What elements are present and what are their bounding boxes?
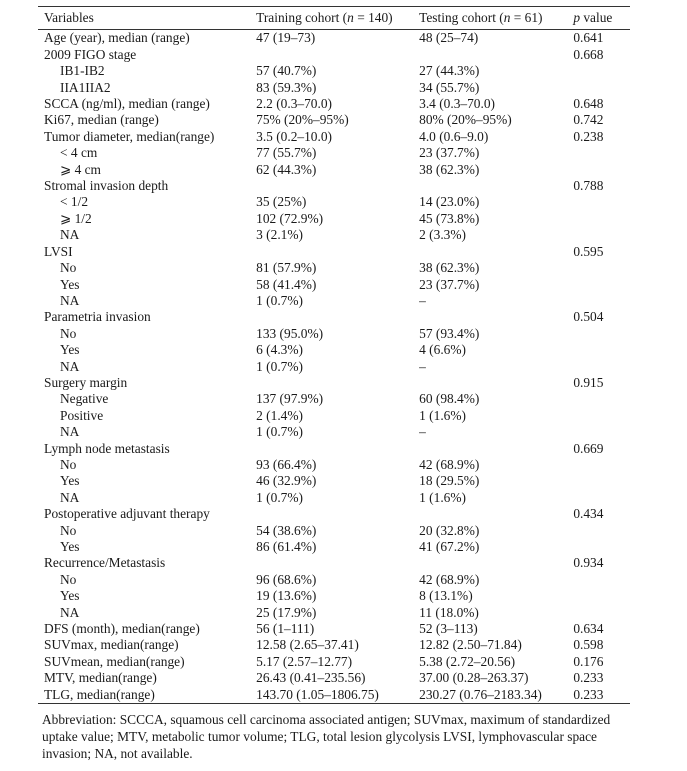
- testing-value: 23 (37.7%): [419, 145, 480, 161]
- training-value: [256, 178, 419, 194]
- p-value: 0.742: [573, 112, 604, 128]
- training-value: 2 (1.4%): [256, 407, 303, 423]
- training-value: 6 (4.3%): [256, 342, 303, 358]
- training-value: 54 (38.6%): [256, 522, 317, 538]
- row-label: NA: [60, 358, 80, 374]
- row-label: No: [60, 325, 77, 341]
- p-value: [573, 326, 630, 342]
- row-label: ⩾ 4 cm: [60, 161, 101, 177]
- testing-value: 34 (55.7%): [419, 79, 480, 95]
- table-row: [38, 424, 630, 440]
- training-value: 77 (55.7%): [256, 145, 317, 161]
- testing-value: –: [419, 358, 426, 374]
- p-value: 0.238: [573, 128, 604, 144]
- p-value: 0.641: [573, 30, 604, 46]
- row-label: < 1/2: [60, 194, 89, 210]
- testing-value: 11 (18.0%): [419, 604, 479, 620]
- p-value: [573, 211, 630, 227]
- table-row: [38, 441, 630, 457]
- p-value: 0.598: [573, 637, 604, 653]
- testing-value: 42 (68.9%): [419, 456, 480, 472]
- row-label: Positive: [60, 407, 104, 423]
- table-row: [38, 457, 630, 473]
- header-variables: Variables: [44, 10, 94, 25]
- training-value: 1 (0.7%): [256, 358, 303, 374]
- table-row: [38, 572, 630, 588]
- row-label: IIA1IIA2: [60, 79, 111, 95]
- table-row: [38, 490, 630, 506]
- table-row: [38, 277, 630, 293]
- training-value: 102 (72.9%): [256, 210, 324, 226]
- testing-value: 2 (3.3%): [419, 227, 466, 243]
- testing-value: 41 (67.2%): [419, 539, 480, 554]
- row-label: No: [60, 522, 77, 538]
- testing-value: 3.4 (0.3–70.0): [419, 96, 495, 112]
- training-value: 25 (17.9%): [256, 604, 317, 620]
- p-value: [573, 194, 630, 210]
- p-value: 0.434: [573, 506, 604, 522]
- training-value: [256, 47, 419, 63]
- training-value: 96 (68.6%): [256, 571, 317, 587]
- testing-value: 23 (37.7%): [419, 276, 480, 292]
- testing-value: –: [419, 424, 426, 440]
- table-row: [38, 375, 630, 391]
- row-label: No: [60, 260, 77, 276]
- testing-value: –: [419, 292, 426, 308]
- testing-value: 52 (3–113): [419, 621, 478, 637]
- row-label: ⩾ 1/2: [60, 210, 92, 226]
- training-value: 81 (57.9%): [256, 260, 317, 276]
- testing-value: [419, 441, 573, 457]
- table-row: [38, 47, 630, 63]
- training-value: 26.43 (0.41–235.56): [256, 670, 366, 686]
- testing-value: 42 (68.9%): [419, 571, 480, 587]
- table-row: [38, 293, 630, 309]
- row-label: DFS (month), median(range): [44, 621, 200, 637]
- table-row: [38, 96, 630, 112]
- table-row: [38, 194, 630, 210]
- training-value: 86 (61.4%): [256, 539, 317, 554]
- p-value: [573, 588, 630, 604]
- row-label: No: [60, 456, 77, 472]
- row-label: NA: [60, 604, 80, 620]
- cohort-characteristics-table: [38, 6, 630, 704]
- p-value: 0.934: [573, 555, 604, 571]
- table-row: [38, 523, 630, 539]
- row-label: Yes: [60, 342, 80, 358]
- p-value: 0.788: [573, 178, 604, 194]
- table-row: [38, 408, 630, 424]
- testing-value: 57 (93.4%): [419, 325, 480, 341]
- p-value: 0.233: [573, 670, 604, 686]
- testing-value: 37.00 (0.28–263.37): [419, 670, 529, 686]
- row-label: Ki67, median (range): [44, 112, 159, 128]
- training-value: 3.5 (0.2–10.0): [256, 128, 332, 144]
- p-value: [573, 162, 630, 178]
- table-row: [38, 80, 630, 96]
- p-value: [573, 391, 630, 407]
- p-value: 0.176: [573, 653, 604, 669]
- p-value: 0.669: [573, 440, 604, 456]
- row-label: < 4 cm: [60, 145, 98, 161]
- p-value: [573, 490, 630, 506]
- p-value: [573, 359, 630, 375]
- row-label: LVSI: [44, 243, 73, 259]
- p-value: [573, 277, 630, 293]
- testing-value: 38 (62.3%): [419, 260, 480, 276]
- p-value: [573, 424, 630, 440]
- training-value: 1 (0.7%): [256, 489, 303, 505]
- training-value: 57 (40.7%): [256, 63, 317, 79]
- header-testing-cohort: Testing cohort (n = 61): [419, 10, 543, 25]
- training-value: [256, 309, 419, 325]
- training-value: 62 (44.3%): [256, 161, 317, 177]
- table-footnote: Abbreviation: SCCCA, squamous cell carcinoma associated antigen; SUVmax, maximum of standardized uptake value; MTV, metabolic tumor volume; TLG, total lesion glycolysis LVSI, lymphovascular space invasion; NA, not available.: [42, 712, 611, 762]
- testing-value: 27 (44.3%): [419, 63, 480, 79]
- table-row: [38, 588, 630, 604]
- row-label: Yes: [60, 473, 80, 489]
- testing-value: [419, 47, 573, 63]
- testing-value: 18 (29.5%): [419, 473, 480, 489]
- p-value: 0.634: [573, 621, 604, 637]
- table-row: [38, 670, 630, 686]
- training-value: 75% (20%–95%): [256, 112, 349, 128]
- training-value: 1 (0.7%): [256, 292, 303, 308]
- training-value: 19 (13.6%): [256, 588, 317, 604]
- table-row: [38, 112, 630, 128]
- row-label: Surgery margin: [44, 374, 128, 390]
- table-row: [38, 637, 630, 653]
- table-row: [38, 391, 630, 407]
- training-value: 83 (59.3%): [256, 79, 317, 95]
- row-label: Parametria invasion: [44, 309, 151, 325]
- training-value: 47 (19–73): [256, 30, 316, 46]
- table-row: [38, 359, 630, 375]
- table-row: [38, 309, 630, 325]
- p-value: [573, 80, 630, 96]
- p-value: 0.668: [573, 46, 604, 62]
- training-value: 12.58 (2.65–37.41): [256, 637, 359, 653]
- training-value: 58 (41.4%): [256, 276, 317, 292]
- table-row: [38, 162, 630, 178]
- row-label: IB1-IB2: [60, 63, 105, 79]
- row-label: Tumor diameter, median(range): [44, 128, 215, 144]
- p-value: 0.504: [573, 309, 604, 325]
- testing-value: 5.38 (2.72–20.56): [419, 653, 516, 669]
- testing-value: 4.0 (0.6–9.0): [419, 128, 489, 144]
- row-label: Age (year), median (range): [44, 30, 190, 46]
- table-body: [38, 30, 630, 704]
- testing-value: [419, 375, 573, 391]
- table-row: [38, 227, 630, 243]
- training-value: 56 (1–111): [256, 621, 315, 637]
- training-value: [256, 555, 419, 571]
- row-label: Yes: [60, 588, 80, 604]
- p-value: [573, 293, 630, 309]
- training-value: 137 (97.9%): [256, 391, 324, 407]
- table-row: [38, 605, 630, 621]
- table-row: [38, 687, 630, 704]
- row-label: Negative: [60, 391, 109, 407]
- testing-value: [419, 309, 573, 325]
- row-label: Recurrence/Metastasis: [44, 555, 166, 571]
- row-label: TLG, median(range): [44, 686, 155, 702]
- training-value: 143.70 (1.05–1806.75): [256, 686, 379, 702]
- training-value: 35 (25%): [256, 194, 307, 210]
- table-row: [38, 211, 630, 227]
- testing-value: 38 (62.3%): [419, 161, 480, 177]
- table-row: [38, 30, 630, 47]
- testing-value: 60 (98.4%): [419, 391, 480, 407]
- testing-value: [419, 244, 573, 260]
- p-value: 0.595: [573, 243, 604, 259]
- p-value: 0.915: [573, 374, 604, 390]
- row-label: MTV, median(range): [44, 670, 157, 686]
- row-label: NA: [60, 292, 80, 308]
- table-row: [38, 63, 630, 79]
- testing-value: 45 (73.8%): [419, 210, 480, 226]
- p-value: [573, 342, 630, 358]
- table-row: [38, 178, 630, 194]
- row-label: No: [60, 571, 77, 587]
- table-row: [38, 244, 630, 260]
- table-row: [38, 506, 630, 522]
- row-label: NA: [60, 424, 80, 440]
- testing-value: 14 (23.0%): [419, 194, 480, 210]
- testing-value: 230.27 (0.76–2183.34): [419, 686, 542, 702]
- p-value: 0.648: [573, 96, 604, 112]
- testing-value: [419, 178, 573, 194]
- row-label: Yes: [60, 276, 80, 292]
- testing-value: 8 (13.1%): [419, 588, 473, 604]
- row-label: NA: [60, 489, 80, 505]
- row-label: SUVmean, median(range): [44, 653, 185, 669]
- training-value: 133 (95.0%): [256, 325, 324, 341]
- training-value: [256, 441, 419, 457]
- training-value: 3 (2.1%): [256, 227, 303, 243]
- training-value: 5.17 (2.57–12.77): [256, 653, 353, 669]
- row-label: Postoperative adjuvant therapy: [44, 506, 210, 522]
- testing-value: 1 (1.6%): [419, 407, 466, 423]
- table-row: [38, 654, 630, 670]
- table-row: [38, 473, 630, 489]
- header-p-value: p value: [573, 10, 613, 25]
- p-value: [573, 605, 630, 621]
- table-row: [38, 342, 630, 358]
- testing-value: 20 (32.8%): [419, 522, 480, 538]
- training-value: [256, 506, 419, 522]
- row-label: Yes: [60, 539, 80, 554]
- row-label: SCCA (ng/ml), median (range): [44, 96, 210, 112]
- header-training-cohort: Training cohort (n = 140): [256, 10, 393, 25]
- training-value: 93 (66.4%): [256, 456, 317, 472]
- row-label: Stromal invasion depth: [44, 178, 169, 194]
- p-value: [573, 145, 630, 161]
- table-row: [38, 555, 630, 571]
- p-value: [573, 539, 630, 555]
- table-row: [38, 326, 630, 342]
- testing-value: 1 (1.6%): [419, 489, 466, 505]
- row-label: SUVmax, median(range): [44, 637, 179, 653]
- p-value: [573, 408, 630, 424]
- p-value: [573, 457, 630, 473]
- p-value: [573, 572, 630, 588]
- testing-value: 80% (20%–95%): [419, 112, 512, 128]
- p-value: [573, 473, 630, 489]
- table-row: [38, 621, 630, 637]
- table-header: [38, 7, 630, 30]
- training-value: [256, 375, 419, 391]
- p-value: [573, 523, 630, 539]
- row-label: 2009 FIGO stage: [44, 46, 137, 62]
- table-row: [38, 145, 630, 161]
- header-row: [38, 7, 630, 30]
- table-row: [38, 129, 630, 145]
- p-value: [573, 227, 630, 243]
- training-value: 2.2 (0.3–70.0): [256, 96, 332, 112]
- table-row: [38, 539, 630, 555]
- testing-value: 48 (25–74): [419, 30, 479, 46]
- training-value: [256, 244, 419, 260]
- p-value: [573, 63, 630, 79]
- table-row: [38, 260, 630, 276]
- testing-value: 4 (6.6%): [419, 342, 466, 358]
- p-value: 0.233: [573, 686, 604, 702]
- testing-value: [419, 506, 573, 522]
- document-page: [38, 6, 630, 762]
- testing-value: 12.82 (2.50–71.84): [419, 637, 522, 653]
- training-value: 46 (32.9%): [256, 473, 317, 489]
- training-value: 1 (0.7%): [256, 424, 303, 440]
- row-label: NA: [60, 227, 80, 243]
- row-label: Lymph node metastasis: [44, 440, 170, 456]
- p-value: [573, 260, 630, 276]
- testing-value: [419, 555, 573, 571]
